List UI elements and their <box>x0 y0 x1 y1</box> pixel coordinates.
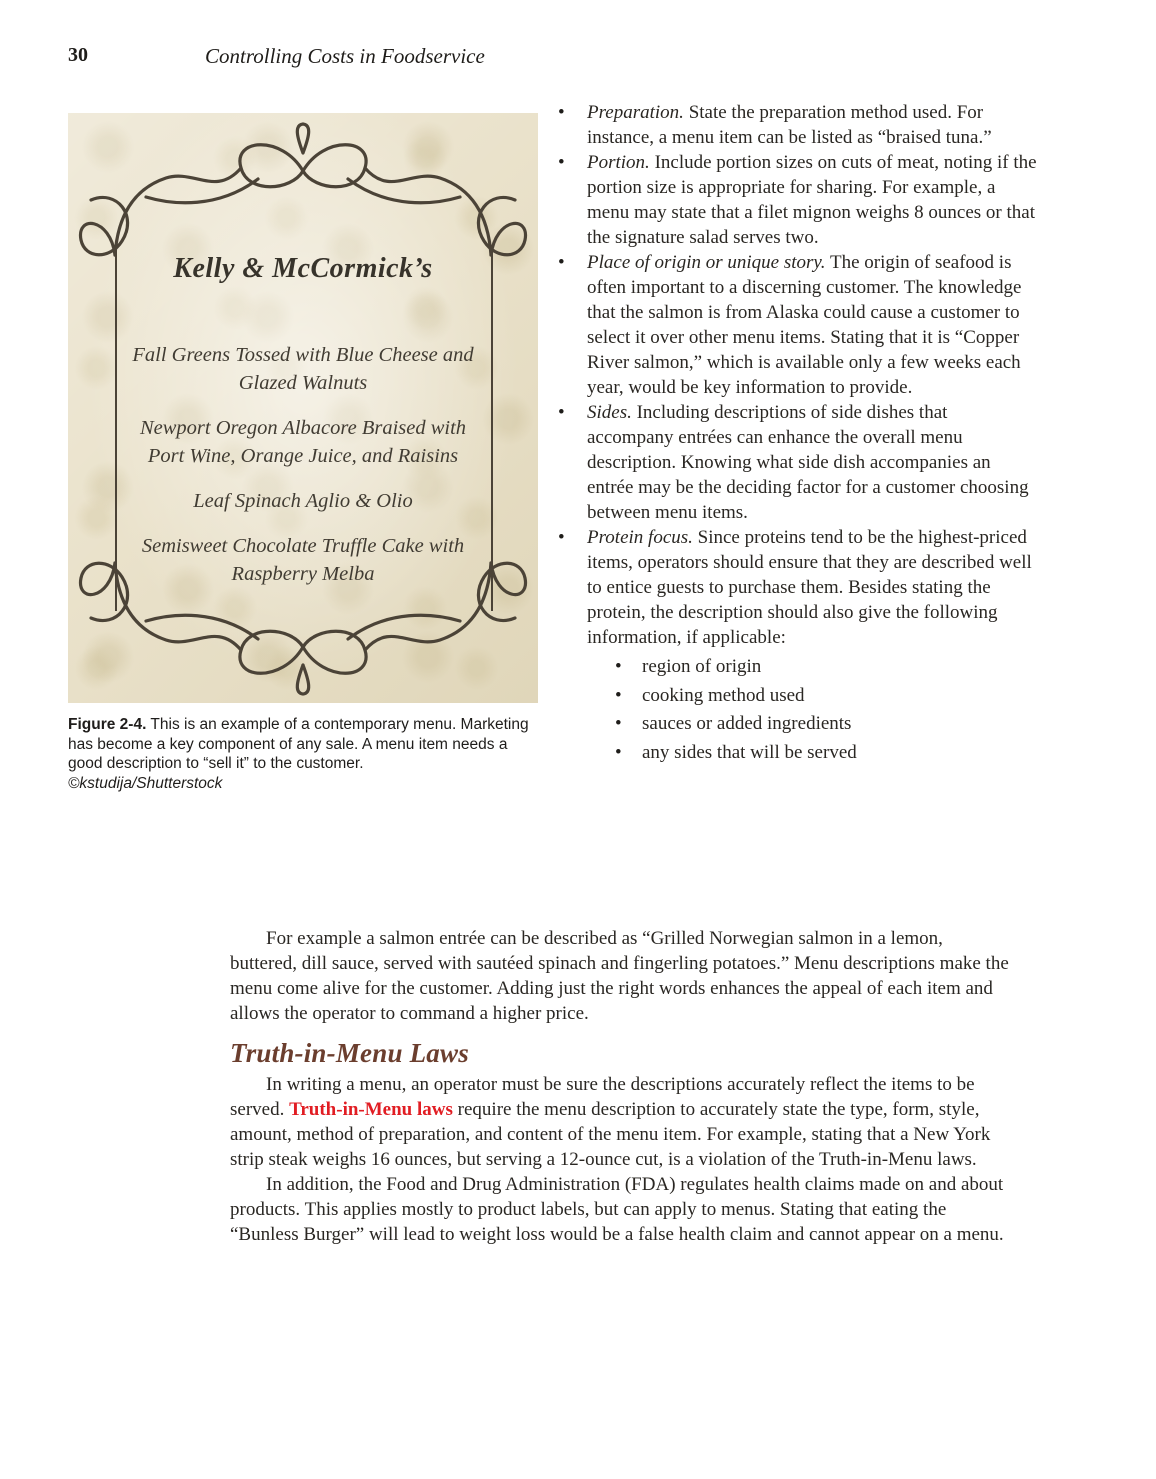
bullet-text: Including descriptions of side dishes that accompany entrées can enhance the overall menu description. Knowing what side dish accompanies an entrée may be the deciding factor for a customer choosing between menu items. <box>587 402 1029 523</box>
truth-in-menu-term: Truth-in-Menu laws <box>289 1099 453 1120</box>
bullet-lead: Preparation. <box>587 102 684 123</box>
photo-credit: ©kstudija/Shutterstock <box>68 774 223 792</box>
menu-item: Leaf Spinach Aglio & Olio <box>193 490 413 512</box>
menu-item: Newport Oregon Albacore Braised with Port Wine, Orange Juice, and Raisins <box>139 417 467 467</box>
bullet-lead: Protein focus. <box>587 527 693 548</box>
sub-bullet-item: • any sides that will be served <box>615 739 1038 768</box>
bullet-text: State the preparation method used. For instance, a menu item can be listed as “braised tuna.” <box>587 102 992 148</box>
bullet-text: The origin of seafood is often important to a discerning customer. The knowledge that the salmon is from Alaska could cause a customer to select it over other menu items. Stating that it is “Copper River salmon,” which is available only a few weeks each year, would be key information to provide. <box>587 252 1022 398</box>
sub-bullet-item: • region of origin <box>615 653 1038 682</box>
menu-restaurant-name: Kelly & McCormick’s <box>173 253 433 284</box>
figure-2-4 <box>68 113 538 793</box>
right-column <box>556 100 1038 767</box>
body-text <box>230 926 1010 1247</box>
bullet-text: Include portion sizes on cuts of meat, noting if the portion size is appropriate for sharing. For example, a menu may state that a filet mignon weighs 8 ounces or that the signature salad serves two. <box>587 152 1037 248</box>
bullet-list <box>556 100 1038 767</box>
bullet-lead: Portion. <box>587 152 650 173</box>
bullet-item-place-of-origin <box>556 250 1038 400</box>
running-head: Controlling Costs in Foodservice <box>205 44 485 68</box>
caption-text: This is an example of a contemporary menu. Marketing has become a key component of any sale. A menu item needs a good description to “sell it” to the customer. <box>68 716 529 772</box>
bullet-lead: Place of origin or unique story. <box>587 252 826 273</box>
caption-label: Figure 2-4. <box>68 716 147 733</box>
bullet-lead: Sides. <box>587 402 632 423</box>
truth-in-menu-paragraph <box>230 1072 1010 1172</box>
bullet-item-preparation <box>556 100 1038 150</box>
section-heading: Truth-in-Menu Laws <box>230 1038 469 1068</box>
bullet-item-sides <box>556 400 1038 525</box>
bullet-text: Since proteins tend to be the highest-priced items, operators should ensure that they are described well to entice guests to purchase them. Besides stating the protein, the description should also give the following information, if applicable: <box>587 527 1032 648</box>
sub-bullet-list <box>587 653 1038 767</box>
sub-bullet-item: • sauces or added ingredients <box>615 710 1038 739</box>
bullet-item-protein-focus <box>556 525 1038 767</box>
page-number: 30 <box>68 44 88 66</box>
paragraph-text: require the menu description to accurately state the type, form, style, amount, method of preparation, and content of the menu item. For example, stating that a New York strip steak weighs 16 ounces, but serving a 12-ounce cut, is a violation of the Truth-in-Menu laws. <box>230 1099 991 1170</box>
menu-item: Fall Greens Tossed with Blue Cheese and Glazed Walnuts <box>132 344 474 394</box>
figure-caption <box>68 715 538 793</box>
menu-item: Semisweet Chocolate Truffle Cake with Raspberry Melba <box>141 535 465 585</box>
menu-text <box>68 113 538 588</box>
sub-bullet-item: • cooking method used <box>615 682 1038 711</box>
fda-paragraph: In addition, the Food and Drug Administration (FDA) regulates health claims made on and about products. This applies mostly to product labels, but can apply to menus. Stating that eating the “Bunless Burger” will lead to weight loss would be a false health claim and cannot appear on a menu. <box>230 1174 1004 1245</box>
paragraph-text: In writing a menu, an operator must be sure the descriptions accurately reflect the items to be served. <box>230 1074 975 1120</box>
intro-paragraph: For example a salmon entrée can be described as “Grilled Norwegian salmon in a lemon, buttered, dill sauce, served with sautéed spinach and fingerling potatoes.” Menu descriptions make the menu come alive for the customer. Adding just the right words enhances the appeal of each item and allows the operator to command a higher price. <box>230 928 1009 1024</box>
menu-photo <box>68 113 538 703</box>
bullet-item-portion <box>556 150 1038 250</box>
